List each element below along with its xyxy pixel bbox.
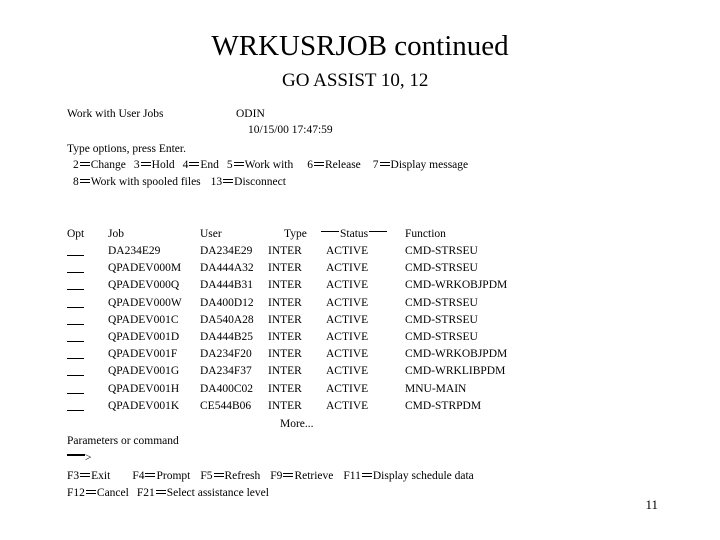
job-function: CMD-WRKOBJPDM	[405, 279, 508, 292]
slide-subtitle: GO ASSIST 10, 12	[282, 70, 429, 91]
job-name: QPADEV001D	[108, 331, 180, 343]
option-item	[211, 176, 286, 188]
option-item	[307, 159, 361, 171]
function-key-item[interactable]	[200, 470, 260, 482]
job-type: INTER	[268, 313, 302, 326]
page-number: 11	[645, 497, 658, 512]
screen-datetime: 10/15/00 17:47:59	[248, 124, 333, 136]
function-key: F11	[343, 470, 361, 482]
function-key-item[interactable]	[137, 487, 269, 499]
option-label: Release	[325, 159, 361, 171]
equals-sign	[80, 162, 90, 166]
equals-sign	[380, 162, 390, 166]
job-function: CMD-STRPDM	[405, 399, 482, 412]
job-status: ACTIVE	[326, 279, 369, 292]
option-input[interactable]	[67, 366, 84, 376]
user-name: DA444B25	[200, 331, 254, 343]
equals-sign	[156, 490, 166, 494]
job-function: CMD-STRSEU	[405, 296, 478, 309]
status-header-label: Status	[340, 228, 369, 240]
function-key-label: Exit	[91, 470, 111, 482]
command-line[interactable]	[67, 452, 92, 464]
option-input[interactable]	[67, 401, 84, 411]
job-name: QPADEV001H	[108, 382, 180, 395]
option-input[interactable]	[67, 384, 84, 394]
slide-title: WRKUSRJOB continued	[211, 30, 509, 62]
options-line-2	[73, 176, 286, 188]
instructions-text: Type options, press Enter.	[67, 143, 186, 155]
job-status: ACTIVE	[326, 296, 369, 309]
function-key-label: Prompt	[156, 470, 191, 482]
equals-sign	[145, 473, 155, 477]
function-key-item[interactable]	[67, 487, 129, 499]
column-header-status	[320, 228, 388, 240]
function-key-label: Cancel	[96, 487, 129, 499]
equals-sign	[283, 473, 293, 477]
job-type: INTER	[268, 331, 302, 343]
option-label: Change	[90, 159, 126, 171]
job-type: INTER	[268, 245, 302, 257]
user-name: DA400D12	[200, 296, 254, 309]
option-item	[227, 159, 293, 171]
command-prompt-rule	[67, 454, 85, 456]
option-number: 2	[73, 159, 79, 171]
job-status: ACTIVE	[326, 348, 369, 361]
option-item	[373, 159, 468, 171]
options-line-1	[73, 159, 468, 171]
option-input[interactable]	[67, 332, 84, 342]
job-function: CMD-STRSEU	[405, 331, 478, 343]
job-status: ACTIVE	[326, 245, 369, 257]
equals-sign	[223, 179, 233, 183]
option-label: Disconnect	[234, 176, 286, 188]
user-name: DA444A32	[200, 262, 254, 275]
job-status: ACTIVE	[326, 382, 369, 395]
job-name: QPADEV000Q	[108, 279, 180, 292]
function-key: F5	[200, 470, 213, 482]
job-name: QPADEV000W	[108, 296, 182, 309]
function-key-label: Refresh	[224, 470, 261, 482]
job-name: QPADEV001F	[108, 348, 178, 361]
equals-sign	[189, 162, 199, 166]
function-key: F12	[67, 487, 85, 499]
job-function: CMD-WRKLIBPDM	[405, 365, 506, 378]
user-name: CE544B06	[200, 399, 252, 412]
column-header-user: User	[200, 228, 222, 240]
job-status: ACTIVE	[326, 331, 369, 343]
option-input[interactable]	[67, 298, 84, 308]
job-name: QPADEV001G	[108, 365, 180, 378]
job-name: QPADEV000M	[108, 262, 182, 275]
header-rule	[369, 231, 387, 232]
job-type: INTER	[268, 279, 302, 292]
job-name: QPADEV001C	[108, 313, 179, 326]
option-number: 8	[73, 176, 79, 188]
job-status: ACTIVE	[326, 313, 369, 326]
function-key-item[interactable]	[67, 470, 110, 482]
function-key: F4	[132, 470, 145, 482]
option-item	[73, 176, 201, 188]
equals-sign	[314, 162, 324, 166]
option-number: 13	[210, 176, 223, 188]
equals-sign	[141, 162, 151, 166]
job-status: ACTIVE	[326, 399, 369, 412]
job-type: INTER	[268, 348, 302, 361]
job-name: DA234E29	[108, 245, 161, 257]
job-type: INTER	[268, 365, 302, 378]
job-function: CMD-WRKOBJPDM	[405, 348, 508, 361]
function-keys-line-1	[67, 470, 474, 482]
user-name: DA444B31	[200, 279, 254, 292]
command-prompt-arrow: >	[85, 452, 92, 464]
column-header-job: Job	[108, 228, 124, 240]
column-header-type: Type	[284, 228, 307, 240]
option-number: 7	[372, 159, 379, 171]
function-key-label: Retrieve	[294, 470, 334, 482]
function-key-item[interactable]	[343, 470, 473, 482]
job-function: CMD-STRSEU	[405, 245, 478, 257]
function-key: F21	[136, 487, 155, 499]
equals-sign	[362, 473, 372, 477]
function-key-item[interactable]	[132, 470, 190, 482]
equals-sign	[214, 473, 224, 477]
function-key-item[interactable]	[270, 470, 333, 482]
equals-sign	[234, 162, 244, 166]
user-name: DA234F20	[200, 348, 252, 361]
screen-heading: Work with User Jobs	[67, 108, 164, 120]
job-status: ACTIVE	[326, 262, 369, 275]
option-label: Work with spooled files	[90, 176, 201, 188]
option-number: 5	[226, 159, 233, 171]
option-label: End	[200, 159, 219, 171]
header-rule	[321, 231, 339, 232]
option-label: Hold	[151, 159, 175, 171]
option-item	[73, 159, 126, 171]
function-key-label: Display schedule data	[372, 470, 474, 482]
option-input[interactable]	[67, 246, 84, 256]
option-input[interactable]	[67, 280, 84, 290]
job-type: INTER	[268, 382, 302, 395]
option-input[interactable]	[67, 263, 84, 273]
system-name: ODIN	[236, 108, 265, 120]
job-type: INTER	[268, 262, 302, 275]
equals-sign	[80, 179, 90, 183]
option-number: 3	[133, 159, 140, 171]
option-number: 4	[182, 159, 189, 171]
job-type: INTER	[268, 296, 302, 309]
column-header-opt: Opt	[67, 228, 85, 240]
function-keys-line-2	[67, 487, 269, 499]
job-function: MNU-MAIN	[405, 382, 467, 395]
more-indicator: More...	[280, 418, 314, 430]
equals-sign	[86, 490, 96, 494]
function-key: F3	[67, 470, 80, 482]
column-header-function: Function	[405, 228, 446, 240]
option-item	[183, 159, 219, 171]
user-name: DA234F37	[200, 365, 252, 378]
option-input[interactable]	[67, 349, 84, 359]
equals-sign	[80, 473, 90, 477]
option-label: Display message	[390, 159, 469, 171]
option-input[interactable]	[67, 315, 84, 325]
job-function: CMD-STRSEU	[405, 313, 478, 326]
user-name: DA400C02	[200, 382, 254, 395]
job-type: INTER	[268, 399, 302, 412]
job-function: CMD-STRSEU	[405, 262, 478, 275]
user-name: DA234E29	[200, 245, 253, 257]
job-name: QPADEV001K	[108, 399, 180, 412]
job-status: ACTIVE	[326, 365, 369, 378]
function-key: F9	[270, 470, 283, 482]
option-label: Work with	[244, 159, 294, 171]
option-number: 6	[307, 159, 314, 171]
function-key-label: Select assistance level	[166, 487, 269, 499]
parameters-label: Parameters or command	[67, 435, 179, 447]
user-name: DA540A28	[200, 313, 254, 326]
option-item	[134, 159, 175, 171]
